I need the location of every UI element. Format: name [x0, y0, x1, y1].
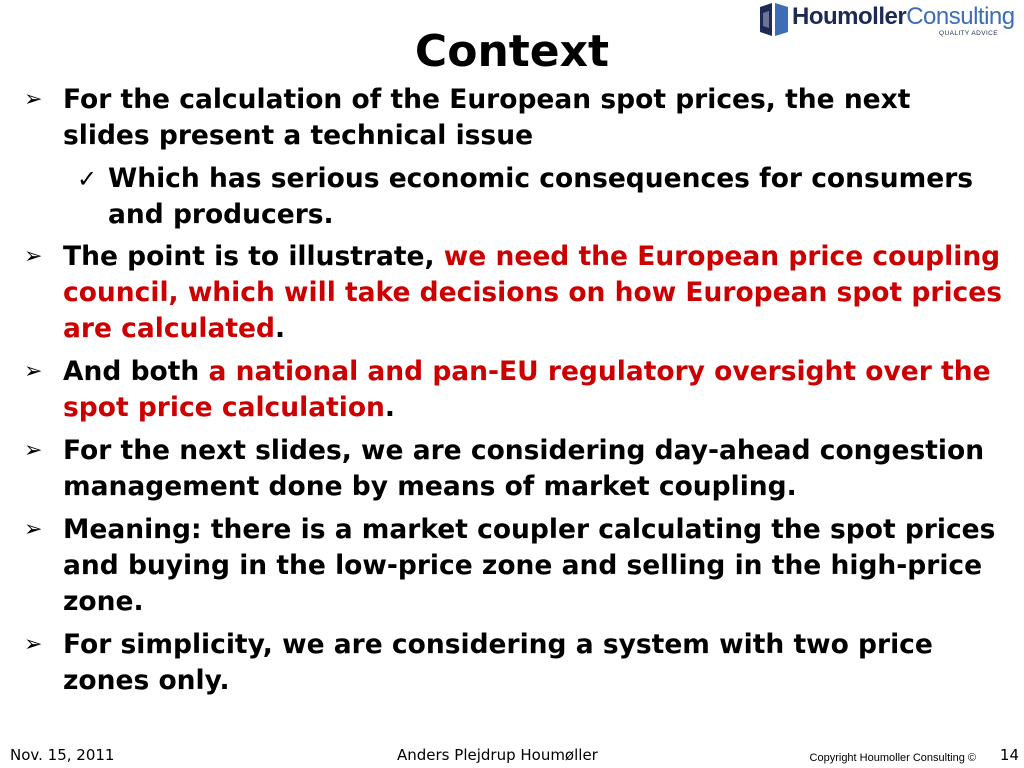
bullet-text-segment: For the next slides, we are considering day-ahead congestion management done by means of market coupling. — [63, 435, 985, 502]
bullet-text-segment: For the calculation of the European spot prices, the next slides present a technical issue — [63, 84, 911, 151]
arrowhead-bullet-icon: ➢ — [24, 359, 43, 384]
bullet-item — [22, 354, 1002, 426]
footer-page-number: 14 — [999, 746, 1019, 764]
logo-word-consulting: Consulting — [906, 3, 1015, 30]
footer-date: Nov. 15, 2011 — [10, 746, 115, 764]
bullet-text-segment: The point is to illustrate, — [63, 241, 444, 272]
logo-tagline: QUALITY ADVICE — [939, 30, 998, 37]
bullet-text-segment: And both — [63, 356, 209, 387]
bullet-item — [22, 239, 1002, 347]
bullet-item — [22, 512, 1002, 620]
bullet-text-segment: we need the European price coupling council, which will take decisions on how European spot prices are calculated — [63, 241, 1002, 344]
bullet-text-segment: . — [384, 392, 395, 423]
bullet-item — [22, 82, 1002, 154]
slide-title: Context — [414, 26, 610, 77]
bullet-item — [22, 433, 1002, 505]
bullet-text-segment: a national and pan-EU regulatory oversight over the spot price calculation — [63, 356, 991, 423]
bullet-text-segment: Meaning: there is a market coupler calculating the spot prices and buying in the low-price zone and selling in the high-price zone. — [63, 514, 996, 617]
bullet-item — [22, 627, 1002, 699]
arrowhead-bullet-icon: ➢ — [24, 632, 43, 657]
footer-author: Anders Plejdrup Houmøller — [397, 746, 598, 764]
bullet-text-segment: For simplicity, we are considering a system with two price zones only. — [63, 629, 933, 696]
bullet-text-segment: . — [274, 313, 286, 344]
bullet-text-segment: Which has serious economic consequences for consumers and producers. — [108, 163, 974, 230]
checkmark-bullet-icon: ✓ — [77, 165, 98, 193]
bullet-list — [22, 82, 1002, 706]
arrowhead-bullet-icon: ➢ — [24, 244, 43, 269]
logo-word-houmoller: Houmoller — [792, 3, 907, 30]
footer-copyright: Copyright Houmoller Consulting © — [809, 752, 976, 764]
arrowhead-bullet-icon: ➢ — [24, 87, 43, 112]
arrowhead-bullet-icon: ➢ — [24, 517, 43, 542]
sub-bullet-item — [22, 161, 1002, 233]
arrowhead-bullet-icon: ➢ — [24, 438, 43, 463]
